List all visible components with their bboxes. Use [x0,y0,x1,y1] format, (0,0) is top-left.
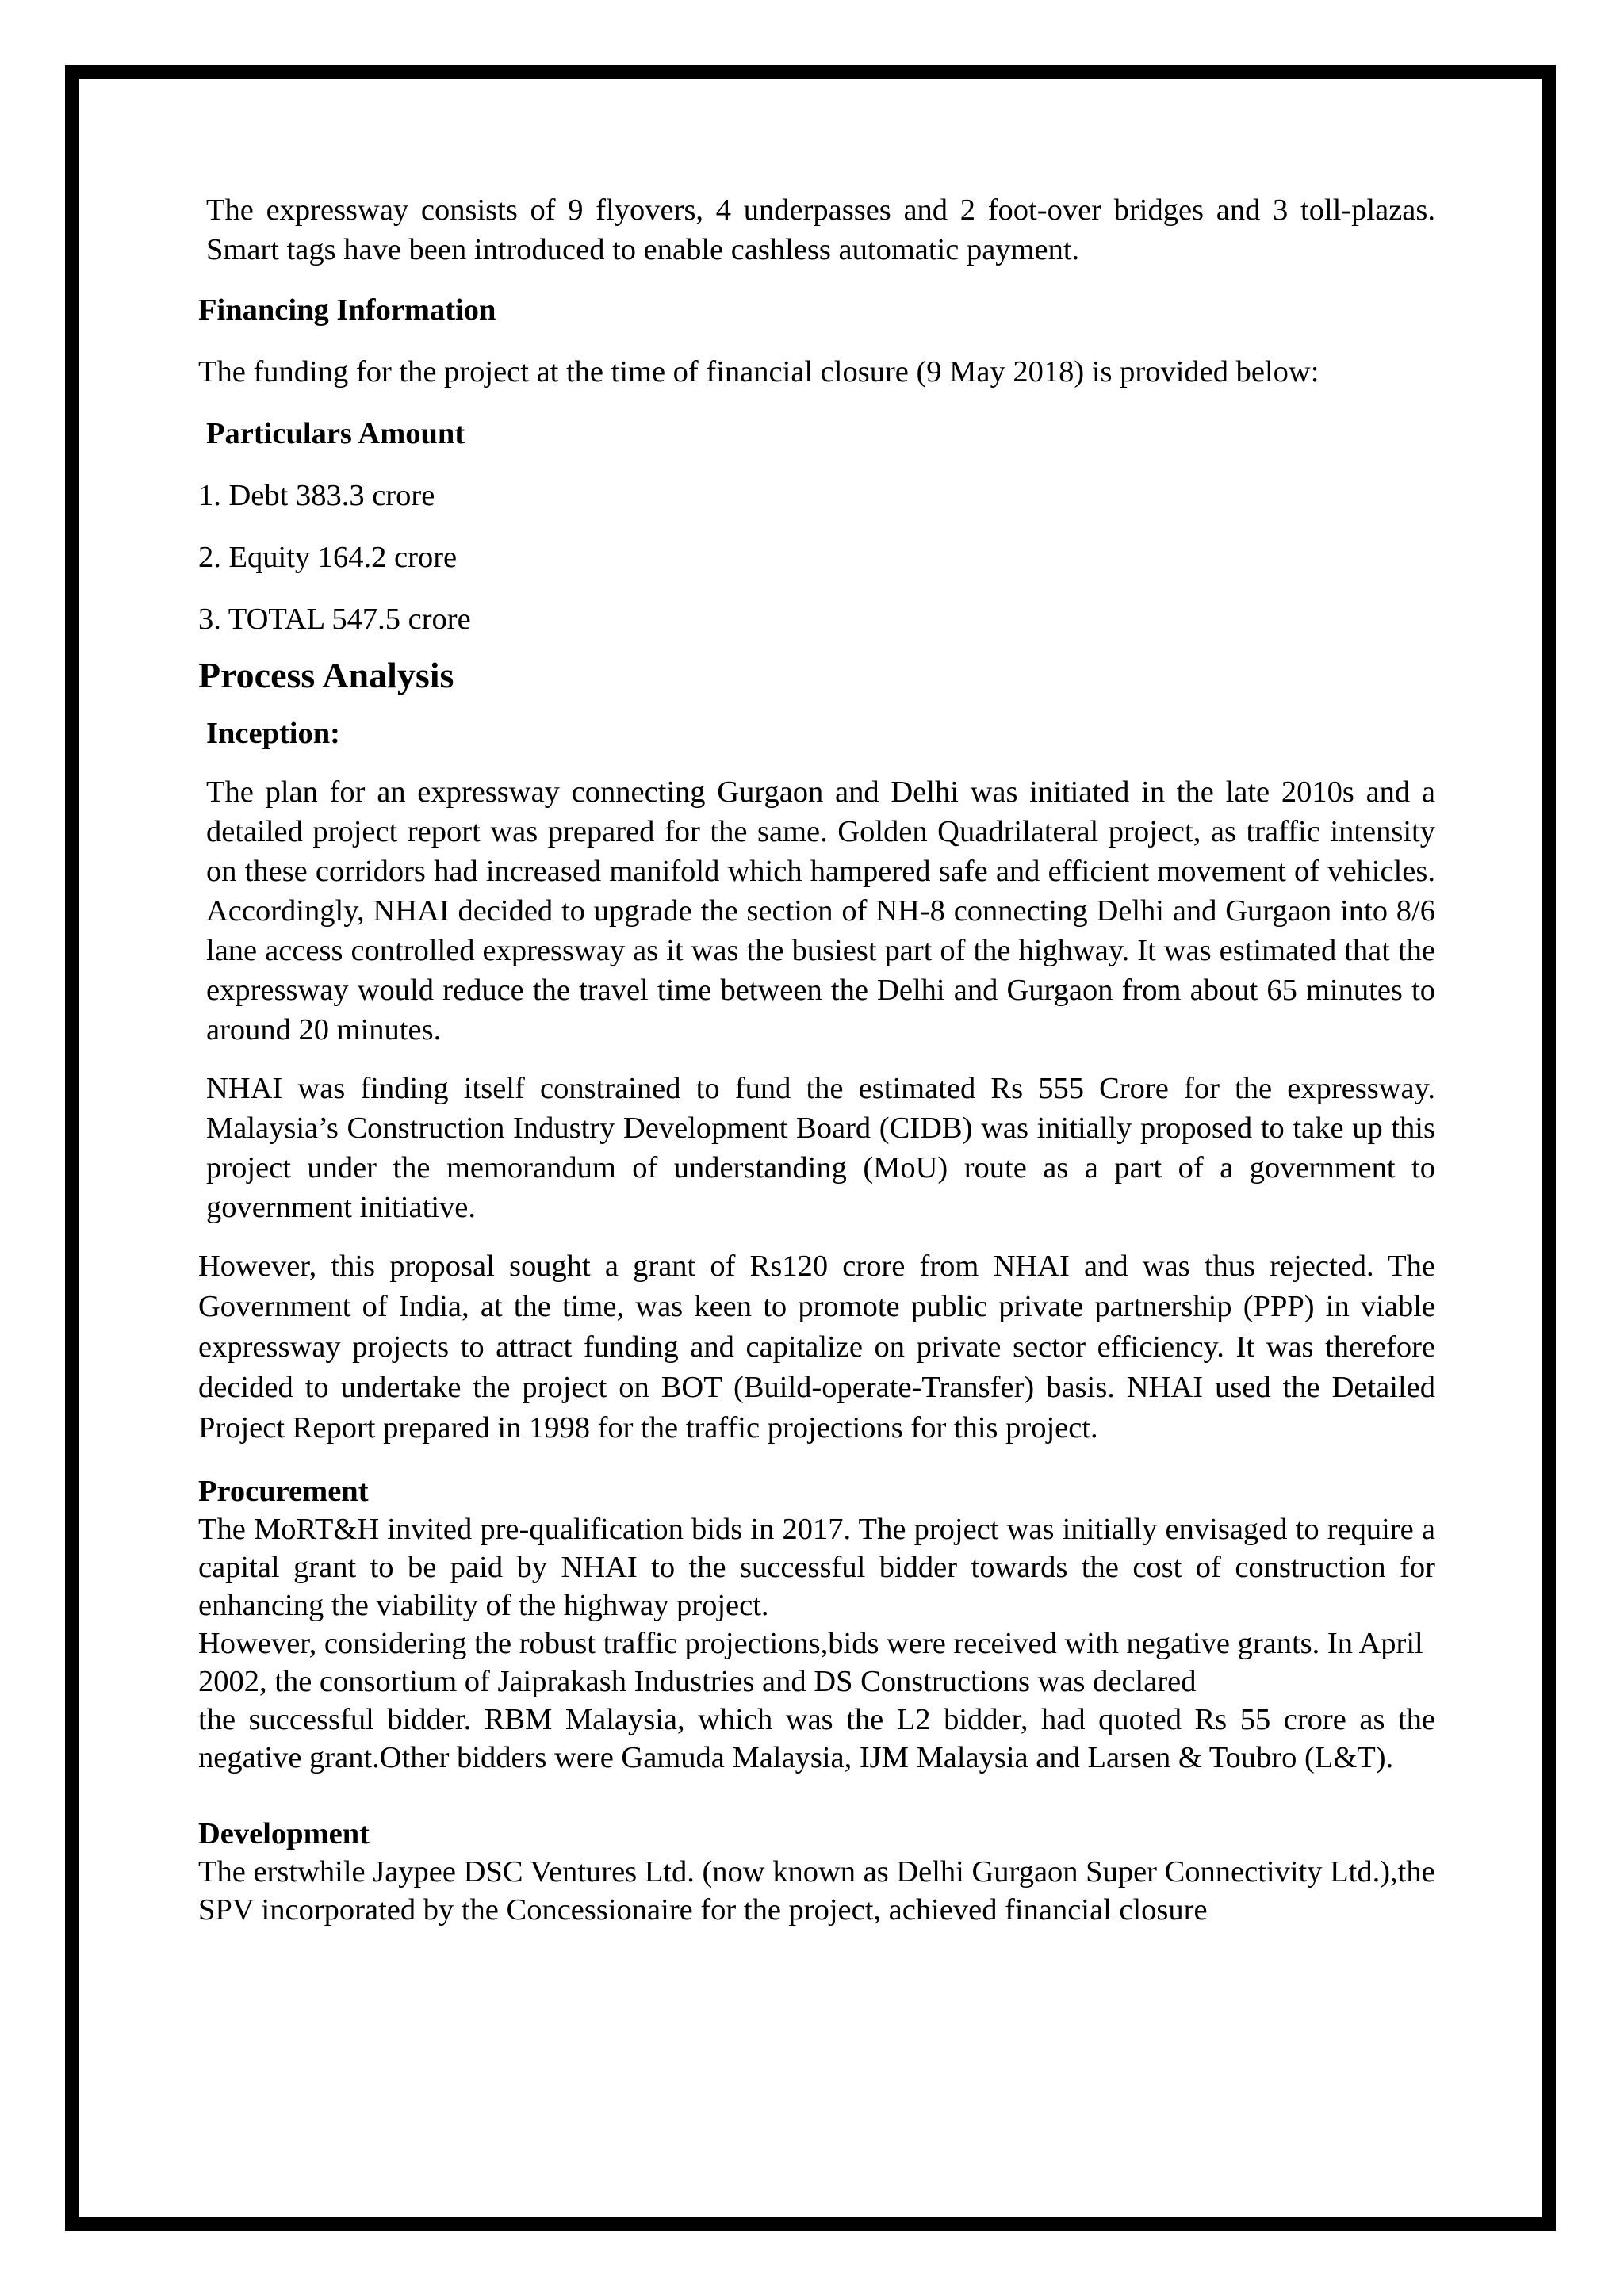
process-analysis-heading: Process Analysis [198,655,454,695]
procurement-paragraph-1: The MoRT&H invited pre-qualification bids in 2017. The project was initially envisaged to require a capital grant to be paid by NHAI to the successful bidder towards the cost of construction for enhancing the viability of the highway project. [198,1513,1435,1622]
procurement-paragraph-2b: the successful bidder. RBM Malaysia, which was the L2 bidder, had quoted Rs 55 crore as the negative grant.Other bidders were Gamuda Malaysia, IJM Malaysia and Larsen & Toubro (L&T). [198,1703,1435,1774]
intro-paragraph: The expressway consists of 9 flyovers, 4 underpasses and 2 foot-over bridges and 3 toll-plazas. Smart tags have been introduced to enable cashless automatic payment. [206,193,1435,266]
financing-item-debt: 1. Debt 383.3 crore [198,479,435,512]
procurement-paragraph-2a: However, considering the robust traffic projections,bids were received with negative grants. In April 2002, the consortium of Jaiprakash Industries and DS Constructions was declared [198,1627,1423,1698]
inception-paragraph-2: NHAI was finding itself constrained to fund the estimated Rs 555 Crore for the expressway. Malaysia’s Construction Industry Development Board (CIDB) was initially proposed to take up this project under the memorandum of understanding (MoU) route as a part of a government to government initiative. [206,1072,1435,1224]
development-heading: Development [198,1817,370,1850]
inception-heading: Inception: [206,717,340,750]
financing-item-total: 3. TOTAL 547.5 crore [198,603,471,636]
document-body [198,190,1435,1929]
financing-item-equity: 2. Equity 164.2 crore [198,541,458,574]
procurement-heading: Procurement [198,1475,369,1508]
inception-paragraph-1: The plan for an expressway connecting Gurgaon and Delhi was initiated in the late 2010s and a detailed project report was prepared for the same. Golden Quadrilateral project, as traffic intensity on these corridors had increased manifold which hampered safe and efficient movement of vehicles. Accordingly, NHAI decided to upgrade the section of NH-8 connecting Delhi and Gurgaon into 8/6 lane access controlled expressway as it was the busiest part of the highway. It was estimated that the expressway would reduce the travel time between the Delhi and Gurgaon from about 65 minutes to around 20 minutes. [206,775,1435,1047]
inception-paragraph-3: However, this proposal sought a grant of Rs120 crore from NHAI and was thus rejected. The Government of India, at the time, was keen to promote public private partnership (PPP) in viable expressway projects to attract funding and capitalize on private sector efficiency. It was therefore decided to undertake the project on BOT (Build-operate-Transfer) basis. NHAI used the Detailed Project Report prepared in 1998 for the traffic projections for this project. [198,1249,1435,1445]
financing-heading: Financing Information [198,293,496,327]
particulars-header: Particulars Amount [206,417,465,450]
financing-intro: The funding for the project at the time of financial closure (9 May 2018) is provided below: [198,355,1320,388]
development-paragraph: The erstwhile Jaypee DSC Ventures Ltd. (now known as Delhi Gurgaon Super Connectivity Ltd.),the SPV incorporated by the Concessionaire for the project, achieved financial closure [198,1855,1435,1927]
